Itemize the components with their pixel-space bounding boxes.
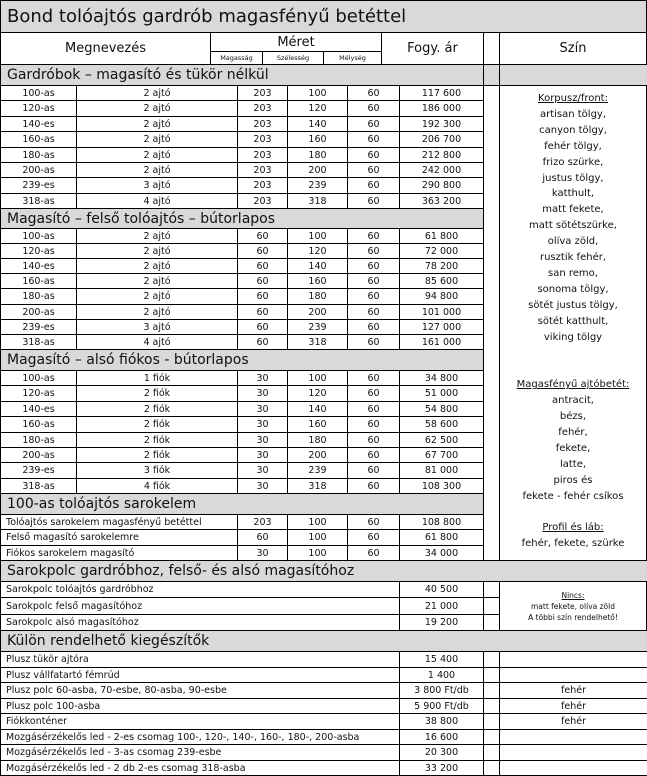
header-color: Szín	[499, 32, 647, 65]
desc-cell: 2 ajtó	[76, 228, 238, 244]
width-cell: 200	[287, 447, 348, 463]
korpusz-color: olíva zöld,	[547, 236, 599, 248]
price-cell: 127 000	[399, 319, 484, 335]
section-header: Külön rendelhető kiegészítők	[0, 630, 647, 652]
color-cell	[499, 667, 647, 683]
desc-cell: 1 fiók	[76, 370, 238, 386]
header-price: Fogy. ár	[381, 32, 484, 65]
korpusz-color: canyon tölgy,	[539, 124, 607, 136]
price-cell: 161 000	[399, 334, 484, 350]
color-cell: fehér	[499, 698, 647, 714]
depth-cell: 60	[347, 334, 400, 350]
size-cell: 200-as	[0, 447, 77, 463]
name-cell: Mozgásérzékelős led - 2-es csomag 100-, 120-, 140-, 160-, 180-, 200-asba	[0, 729, 400, 745]
size-cell: 180-as	[0, 147, 77, 163]
section-header-blank	[483, 64, 500, 86]
width-cell: 100	[287, 545, 348, 561]
price-cell: 15 400	[399, 651, 484, 668]
price-cell: 51 000	[399, 385, 484, 402]
desc-cell: 4 fiók	[76, 478, 238, 494]
depth-cell: 60	[347, 162, 400, 178]
korpusz-color: sötét katthult,	[537, 315, 609, 327]
width-cell: 239	[287, 462, 348, 479]
width-cell: 120	[287, 100, 348, 117]
height-cell: 60	[237, 228, 288, 244]
depth-cell: 60	[347, 243, 400, 259]
price-cell: 212 800	[399, 147, 484, 163]
korpusz-color: fehér tölgy,	[544, 140, 602, 152]
height-cell: 60	[237, 304, 288, 320]
name-cell: Mozgásérzékelős led - 3-as csomag 239-esbe	[0, 744, 400, 761]
name-cell: Plusz polc 60-asba, 70-esbe, 80-asba, 90-esbe	[0, 682, 400, 699]
name-cell: Plusz tükör ajtóra	[0, 651, 400, 668]
korpusz-color: matt sötétszürke,	[529, 220, 617, 232]
name-cell: Felső magasító sarokelemre	[0, 529, 238, 546]
section-header: Magasító – alsó fiókos - bútorlapos	[0, 349, 484, 371]
name-cell: Mozgásérzékelős led - 2 db 2-es csomag 318-asba	[0, 760, 400, 776]
height-cell: 30	[237, 432, 288, 448]
price-cell: 62 500	[399, 432, 484, 448]
depth-cell: 60	[347, 529, 400, 546]
desc-cell: 2 fiók	[76, 432, 238, 448]
depth-cell: 60	[347, 370, 400, 386]
width-cell: 180	[287, 288, 348, 305]
price-cell: 54 800	[399, 401, 484, 417]
height-cell: 203	[237, 85, 288, 101]
size-cell: 239-es	[0, 319, 77, 335]
depth-cell: 60	[347, 177, 400, 194]
desc-cell: 2 ajtó	[76, 288, 238, 305]
depth-cell: 60	[347, 193, 400, 209]
name-cell: Fiókkonténer	[0, 713, 400, 730]
color-cell	[499, 760, 647, 776]
price-cell: 61 800	[399, 228, 484, 244]
height-cell: 30	[237, 370, 288, 386]
korpusz-color: katthult,	[551, 188, 595, 200]
height-cell: 30	[237, 401, 288, 417]
desc-cell: 2 ajtó	[76, 273, 238, 289]
blank-cell	[483, 651, 500, 668]
width-cell: 180	[287, 147, 348, 163]
blank-cell	[483, 614, 500, 631]
size-cell: 160-as	[0, 273, 77, 289]
height-cell: 203	[237, 514, 288, 530]
width-cell: 239	[287, 177, 348, 194]
size-cell: 120-as	[0, 385, 77, 402]
depth-cell: 60	[347, 131, 400, 148]
desc-cell: 2 fiók	[76, 385, 238, 402]
depth-cell: 60	[347, 447, 400, 463]
depth-cell: 60	[347, 416, 400, 433]
blank-cell	[483, 713, 500, 730]
height-cell: 203	[237, 193, 288, 209]
profil-colors: fehér, fekete, szürke	[521, 538, 625, 550]
sarokpolc-color-box	[499, 581, 647, 631]
sarokpolc-none-colors: matt fekete, olíva zöld	[531, 601, 615, 611]
height-cell: 203	[237, 162, 288, 178]
color-cell	[499, 729, 647, 745]
name-cell: Tolóajtós sarokelem magasfényű betéttel	[0, 514, 238, 530]
size-cell: 100-as	[0, 228, 77, 244]
header-size: Méret	[210, 32, 382, 52]
size-cell: 160-as	[0, 416, 77, 433]
price-cell: 61 800	[399, 529, 484, 546]
header-blank	[483, 32, 500, 65]
width-cell: 140	[287, 116, 348, 132]
korpusz-color: justus tölgy,	[542, 172, 604, 184]
width-cell: 200	[287, 162, 348, 178]
price-cell: 81 000	[399, 462, 484, 479]
section-header: Gardróbok – magasító és tükör nélkül	[0, 64, 484, 86]
height-cell: 60	[237, 243, 288, 259]
section-header: 100-as tolóajtós sarokelem	[0, 493, 484, 515]
width-cell: 120	[287, 243, 348, 259]
height-cell: 30	[237, 545, 288, 561]
section-header: Sarokpolc gardróbhoz, felső- és alsó magasítóhoz	[0, 560, 647, 582]
size-cell: 239-es	[0, 462, 77, 479]
price-cell: 363 200	[399, 193, 484, 209]
width-cell: 160	[287, 416, 348, 433]
desc-cell: 3 ajtó	[76, 319, 238, 335]
depth-cell: 60	[347, 478, 400, 494]
depth-cell: 60	[347, 385, 400, 402]
size-cell: 100-as	[0, 85, 77, 101]
color-cell: fehér	[499, 713, 647, 730]
width-cell: 140	[287, 401, 348, 417]
width-cell: 100	[287, 370, 348, 386]
betet-color: fekete,	[555, 442, 591, 454]
width-cell: 100	[287, 85, 348, 101]
desc-cell: 2 ajtó	[76, 243, 238, 259]
price-cell: 3 800 Ft/db	[399, 682, 484, 699]
korpusz-color: sötét justus tölgy,	[528, 299, 618, 311]
width-cell: 140	[287, 258, 348, 274]
desc-cell: 2 ajtó	[76, 147, 238, 163]
price-cell: 78 200	[399, 258, 484, 274]
name-cell: Sarokpolc felső magasítóhoz	[0, 597, 400, 615]
depth-cell: 60	[347, 100, 400, 117]
depth-cell: 60	[347, 462, 400, 479]
price-cell: 192 300	[399, 116, 484, 132]
desc-cell: 2 ajtó	[76, 304, 238, 320]
size-cell: 120-as	[0, 243, 77, 259]
name-cell: Sarokpolc tolóajtós gardróbhoz	[0, 581, 400, 598]
desc-cell: 2 fiók	[76, 416, 238, 433]
size-cell: 140-es	[0, 258, 77, 274]
korpusz-color: sonoma tölgy,	[537, 283, 609, 295]
header-depth: Mélység	[323, 51, 382, 65]
price-cell: 85 600	[399, 273, 484, 289]
price-cell: 38 800	[399, 713, 484, 730]
height-cell: 203	[237, 131, 288, 148]
price-cell: 16 600	[399, 729, 484, 745]
width-cell: 160	[287, 273, 348, 289]
price-cell: 94 800	[399, 288, 484, 305]
color-options-box	[499, 85, 647, 561]
size-cell: 318-as	[0, 334, 77, 350]
color-cell: fehér	[499, 682, 647, 699]
header-name: Megnevezés	[0, 32, 211, 65]
betet-color: fehér,	[558, 427, 588, 438]
height-cell: 203	[237, 100, 288, 117]
price-cell: 34 000	[399, 545, 484, 561]
size-cell: 140-es	[0, 116, 77, 132]
depth-cell: 60	[347, 545, 400, 561]
betet-color: piros és	[553, 474, 593, 486]
width-cell: 160	[287, 131, 348, 148]
desc-cell: 2 ajtó	[76, 162, 238, 178]
desc-cell: 3 ajtó	[76, 177, 238, 194]
height-cell: 203	[237, 116, 288, 132]
sarokpolc-note: A többi szín rendelhető!	[528, 612, 618, 622]
price-cell: 101 000	[399, 304, 484, 320]
section-header-color	[499, 64, 647, 86]
price-cell: 290 800	[399, 177, 484, 194]
size-cell: 160-as	[0, 131, 77, 148]
price-cell: 67 700	[399, 447, 484, 463]
korpusz-color: san remo,	[548, 267, 598, 279]
name-cell: Plusz polc 100-asba	[0, 698, 400, 714]
blank-cell	[483, 581, 500, 598]
price-cell: 108 800	[399, 514, 484, 530]
desc-cell: 2 ajtó	[76, 116, 238, 132]
blank-cell	[483, 760, 500, 776]
price-cell: 40 500	[399, 581, 484, 598]
price-cell: 21 000	[399, 597, 484, 615]
depth-cell: 60	[347, 228, 400, 244]
size-cell: 180-as	[0, 288, 77, 305]
price-cell: 72 000	[399, 243, 484, 259]
height-cell: 60	[237, 319, 288, 335]
width-cell: 100	[287, 514, 348, 530]
color-cell	[499, 651, 647, 668]
desc-cell: 2 ajtó	[76, 100, 238, 117]
desc-cell: 2 ajtó	[76, 131, 238, 148]
desc-cell: 3 fiók	[76, 462, 238, 479]
price-cell: 206 700	[399, 131, 484, 148]
depth-cell: 60	[347, 273, 400, 289]
depth-cell: 60	[347, 147, 400, 163]
width-cell: 318	[287, 478, 348, 494]
name-cell: Fiókos sarokelem magasító	[0, 545, 238, 561]
desc-cell: 2 fiók	[76, 447, 238, 463]
betet-label: Magasfényű ajtóbetét:	[516, 379, 630, 391]
price-cell: 108 300	[399, 478, 484, 494]
depth-cell: 60	[347, 258, 400, 274]
korpusz-color: artisan tölgy,	[539, 108, 607, 120]
desc-cell: 2 fiók	[76, 401, 238, 417]
depth-cell: 60	[347, 288, 400, 305]
size-cell: 318-as	[0, 193, 77, 209]
name-cell: Sarokpolc alsó magasítóhoz	[0, 614, 400, 631]
blank-cell	[483, 744, 500, 761]
price-cell: 242 000	[399, 162, 484, 178]
width-cell: 239	[287, 319, 348, 335]
desc-cell: 2 ajtó	[76, 258, 238, 274]
blank-cell	[483, 597, 500, 615]
size-cell: 120-as	[0, 100, 77, 117]
depth-cell: 60	[347, 319, 400, 335]
height-cell: 60	[237, 273, 288, 289]
size-cell: 140-es	[0, 401, 77, 417]
height-cell: 60	[237, 529, 288, 546]
width-cell: 318	[287, 334, 348, 350]
size-cell: 100-as	[0, 370, 77, 386]
height-cell: 30	[237, 478, 288, 494]
betet-color: fekete - fehér csíkos	[522, 490, 624, 502]
price-cell: 1 400	[399, 667, 484, 683]
price-cell: 33 200	[399, 760, 484, 776]
desc-cell: 2 ajtó	[76, 85, 238, 101]
desc-cell: 4 ajtó	[76, 193, 238, 209]
header-width: Szélesség	[262, 51, 324, 65]
price-cell: 117 600	[399, 85, 484, 101]
width-cell: 318	[287, 193, 348, 209]
korpusz-color: frizo szürke,	[542, 156, 604, 168]
height-cell: 60	[237, 334, 288, 350]
height-cell: 30	[237, 416, 288, 433]
price-cell: 5 900 Ft/db	[399, 698, 484, 714]
korpusz-color: rusztik fehér,	[539, 252, 607, 264]
name-cell: Plusz vállfatartó fémrúd	[0, 667, 400, 683]
header-height: Magasság	[210, 51, 263, 65]
sarokpolc-none-label: Nincs:	[561, 590, 585, 600]
korpusz-color: viking tölgy	[543, 331, 603, 343]
height-cell: 30	[237, 385, 288, 402]
blank-cell	[483, 698, 500, 714]
profil-label: Profil és láb:	[542, 522, 604, 534]
size-cell: 318-as	[0, 478, 77, 494]
blank-column	[483, 85, 500, 561]
color-cell	[499, 744, 647, 761]
section-header: Magasító – felső tolóajtós – bútorlapos	[0, 208, 484, 229]
width-cell: 120	[287, 385, 348, 402]
height-cell: 203	[237, 177, 288, 194]
depth-cell: 60	[347, 401, 400, 417]
width-cell: 100	[287, 529, 348, 546]
betet-color: latte,	[559, 458, 587, 470]
depth-cell: 60	[347, 514, 400, 530]
korpusz-color: matt fekete,	[542, 204, 604, 216]
blank-cell	[483, 682, 500, 699]
price-cell: 58 600	[399, 416, 484, 433]
price-cell: 34 800	[399, 370, 484, 386]
height-cell: 30	[237, 447, 288, 463]
height-cell: 60	[237, 258, 288, 274]
depth-cell: 60	[347, 85, 400, 101]
size-cell: 180-as	[0, 432, 77, 448]
width-cell: 100	[287, 228, 348, 244]
depth-cell: 60	[347, 304, 400, 320]
size-cell: 200-as	[0, 304, 77, 320]
width-cell: 200	[287, 304, 348, 320]
height-cell: 30	[237, 462, 288, 479]
height-cell: 60	[237, 288, 288, 305]
korpusz-label: Korpusz/front:	[538, 93, 608, 104]
blank-cell	[483, 667, 500, 683]
size-cell: 239-es	[0, 177, 77, 194]
page-title: Bond tolóajtós gardrób magasfényű betéttel	[0, 0, 647, 33]
betet-color: bézs,	[559, 411, 587, 423]
width-cell: 180	[287, 432, 348, 448]
depth-cell: 60	[347, 116, 400, 132]
price-cell: 19 200	[399, 614, 484, 631]
desc-cell: 4 ajtó	[76, 334, 238, 350]
price-cell: 20 300	[399, 744, 484, 761]
price-cell: 186 000	[399, 100, 484, 117]
depth-cell: 60	[347, 432, 400, 448]
size-cell: 200-as	[0, 162, 77, 178]
blank-cell	[483, 729, 500, 745]
betet-color: antracit,	[551, 395, 594, 407]
height-cell: 203	[237, 147, 288, 163]
